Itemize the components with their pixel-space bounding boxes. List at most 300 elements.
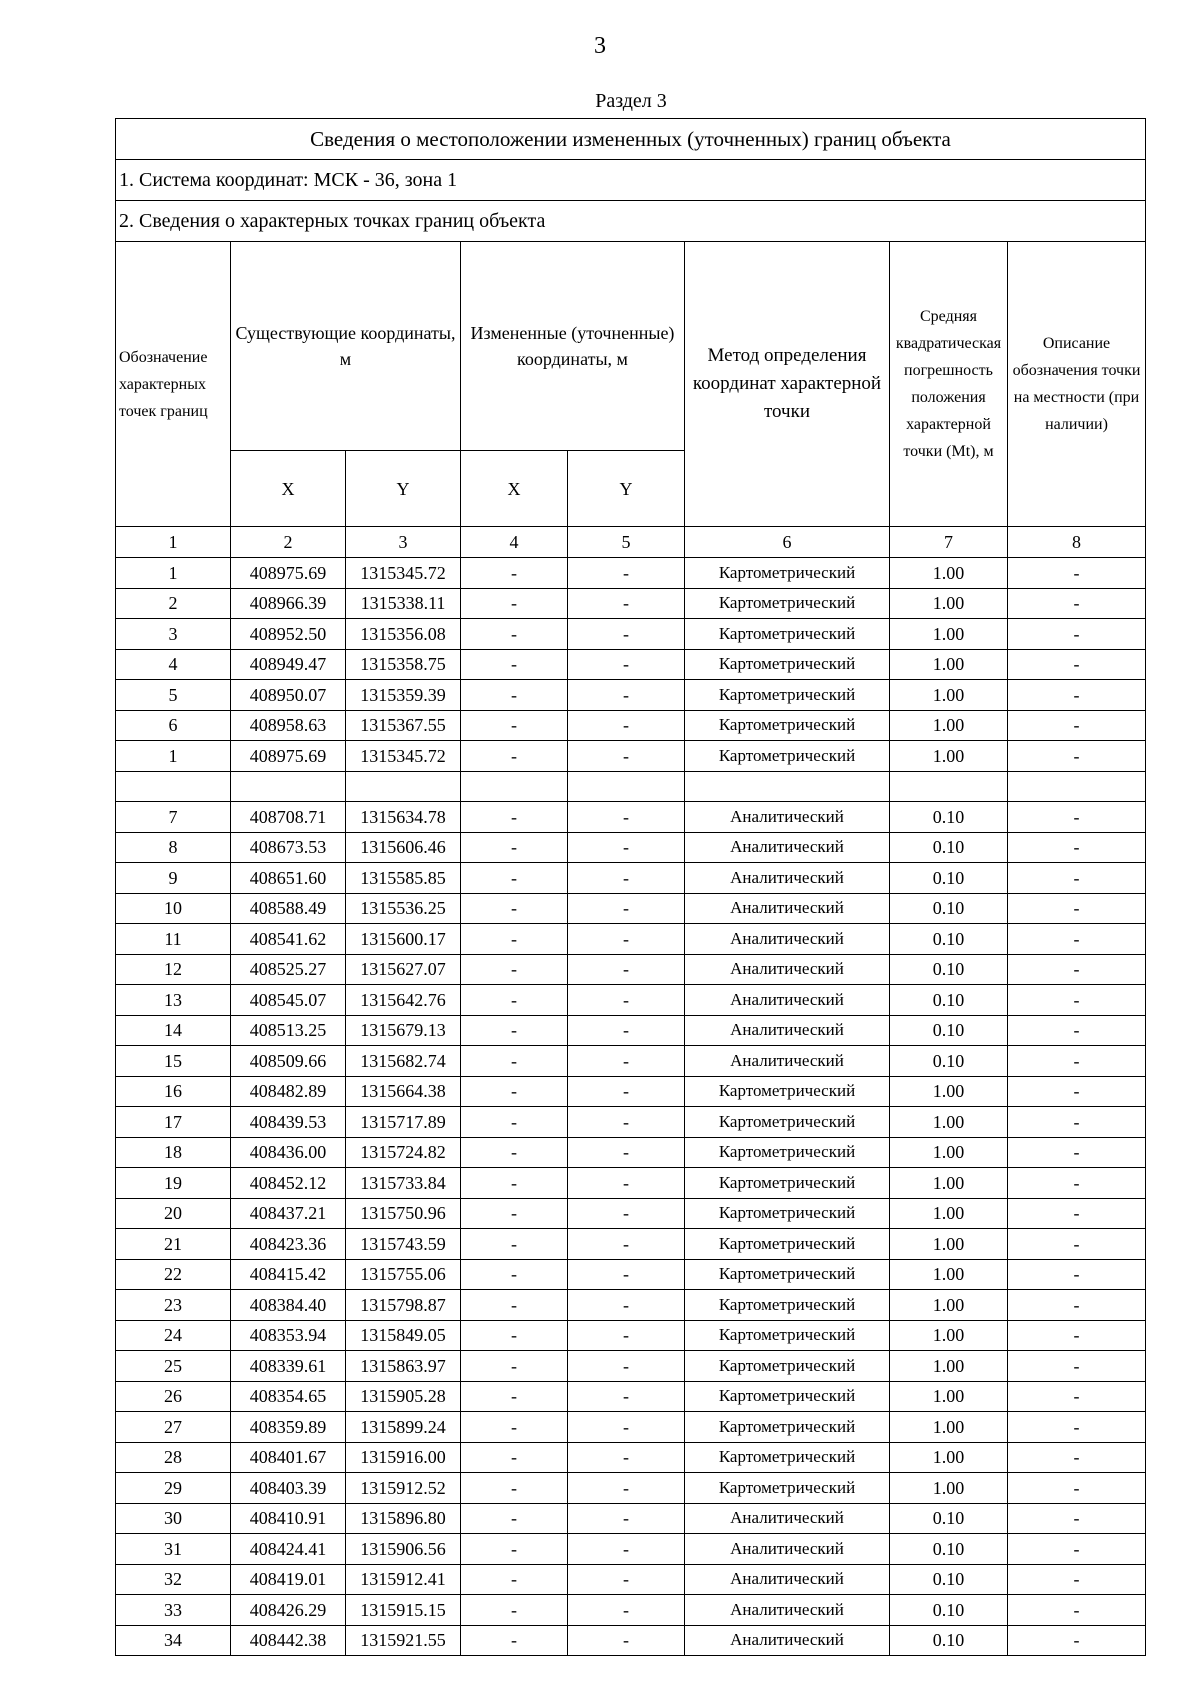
description-cell: -	[1008, 863, 1146, 894]
description-cell: -	[1008, 588, 1146, 619]
existing-x: 408426.29	[231, 1595, 346, 1626]
point-number: 22	[116, 1259, 231, 1290]
existing-x: 408513.25	[231, 1015, 346, 1046]
changed-x: -	[461, 741, 568, 772]
description-cell: -	[1008, 924, 1146, 955]
changed-x: -	[461, 1625, 568, 1656]
table-row	[116, 1625, 1146, 1656]
description-cell: -	[1008, 1259, 1146, 1290]
existing-y: 1315912.41	[346, 1564, 461, 1595]
table-row	[116, 1534, 1146, 1565]
error-cell: 1.00	[890, 1076, 1008, 1107]
description-cell: -	[1008, 802, 1146, 833]
existing-x: 408410.91	[231, 1503, 346, 1534]
header-x-existing: X	[231, 451, 346, 527]
table-row	[116, 924, 1146, 955]
method-cell: Аналитический	[685, 1595, 890, 1626]
existing-y: 1315921.55	[346, 1625, 461, 1656]
point-number: 18	[116, 1137, 231, 1168]
changed-y: -	[568, 1351, 685, 1382]
changed-y: -	[568, 710, 685, 741]
existing-x: 408673.53	[231, 832, 346, 863]
method-cell: Картометрический	[685, 1076, 890, 1107]
point-number: 25	[116, 1351, 231, 1382]
point-number: 33	[116, 1595, 231, 1626]
changed-x: -	[461, 954, 568, 985]
method-cell: Картометрический	[685, 680, 890, 711]
changed-y: -	[568, 741, 685, 772]
changed-y: -	[568, 863, 685, 894]
description-cell: -	[1008, 1595, 1146, 1626]
changed-x: -	[461, 1473, 568, 1504]
table-row	[116, 985, 1146, 1016]
method-cell: Картометрический	[685, 1137, 890, 1168]
point-number: 11	[116, 924, 231, 955]
method-cell: Картометрический	[685, 1290, 890, 1321]
changed-x: -	[461, 680, 568, 711]
changed-y: -	[568, 588, 685, 619]
changed-y: -	[568, 1412, 685, 1443]
description-cell: -	[1008, 1351, 1146, 1382]
error-cell: 0.10	[890, 1046, 1008, 1077]
description-cell	[1008, 771, 1146, 802]
description-cell: -	[1008, 832, 1146, 863]
existing-y: 1315733.84	[346, 1168, 461, 1199]
changed-x: -	[461, 1503, 568, 1534]
error-cell: 0.10	[890, 1564, 1008, 1595]
method-cell: Картометрический	[685, 710, 890, 741]
description-cell: -	[1008, 1320, 1146, 1351]
header-changed-coordinates: Измененные (уточненные) координаты, м	[461, 242, 685, 451]
existing-x: 408439.53	[231, 1107, 346, 1138]
changed-x: -	[461, 1229, 568, 1260]
existing-y: 1315664.38	[346, 1076, 461, 1107]
error-cell: 0.10	[890, 893, 1008, 924]
table-row	[116, 1229, 1146, 1260]
point-number	[116, 771, 231, 802]
changed-y: -	[568, 1229, 685, 1260]
table-row	[116, 1442, 1146, 1473]
existing-y: 1315356.08	[346, 619, 461, 650]
method-cell: Картометрический	[685, 588, 890, 619]
error-cell: 0.10	[890, 832, 1008, 863]
existing-x: 408541.62	[231, 924, 346, 955]
method-cell: Аналитический	[685, 954, 890, 985]
changed-x: -	[461, 1290, 568, 1321]
error-cell: 1.00	[890, 1259, 1008, 1290]
description-cell: -	[1008, 1046, 1146, 1077]
description-cell: -	[1008, 619, 1146, 650]
error-cell: 0.10	[890, 1595, 1008, 1626]
existing-x: 408975.69	[231, 558, 346, 589]
table-row	[116, 680, 1146, 711]
table-row	[116, 1168, 1146, 1199]
existing-x: 408353.94	[231, 1320, 346, 1351]
existing-y: 1315849.05	[346, 1320, 461, 1351]
description-cell: -	[1008, 1381, 1146, 1412]
changed-x: -	[461, 619, 568, 650]
point-number: 1	[116, 741, 231, 772]
error-cell: 1.00	[890, 710, 1008, 741]
table-row	[116, 1564, 1146, 1595]
header-existing-coordinates: Существующие координаты, м	[231, 242, 461, 451]
page-number: 3	[594, 33, 606, 59]
changed-y: -	[568, 1595, 685, 1626]
existing-x: 408588.49	[231, 893, 346, 924]
method-cell: Аналитический	[685, 924, 890, 955]
point-number: 5	[116, 680, 231, 711]
method-cell: Картометрический	[685, 619, 890, 650]
table-row	[116, 893, 1146, 924]
changed-y: -	[568, 954, 685, 985]
header-description: Описание обозначения точки на местности (при наличии)	[1008, 242, 1146, 527]
description-cell: -	[1008, 954, 1146, 985]
table-row	[116, 1412, 1146, 1443]
method-cell: Картометрический	[685, 1259, 890, 1290]
method-cell: Картометрический	[685, 558, 890, 589]
header-error: Средняя квадратическая погрешность положения характерной точки (Mt), м	[890, 242, 1008, 527]
method-cell: Аналитический	[685, 1534, 890, 1565]
point-number: 15	[116, 1046, 231, 1077]
existing-y: 1315755.06	[346, 1259, 461, 1290]
changed-y: -	[568, 1107, 685, 1138]
table-row	[116, 1595, 1146, 1626]
existing-y: 1315367.55	[346, 710, 461, 741]
point-number: 23	[116, 1290, 231, 1321]
changed-y	[568, 771, 685, 802]
section-points-heading: 2. Сведения о характерных точках границ объекта	[116, 201, 1146, 242]
error-cell: 0.10	[890, 863, 1008, 894]
point-number: 4	[116, 649, 231, 680]
changed-x: -	[461, 1259, 568, 1290]
table-row	[116, 771, 1146, 802]
existing-y: 1315627.07	[346, 954, 461, 985]
method-cell: Аналитический	[685, 802, 890, 833]
method-cell: Картометрический	[685, 1381, 890, 1412]
changed-x: -	[461, 1198, 568, 1229]
method-cell: Картометрический	[685, 1320, 890, 1351]
method-cell: Картометрический	[685, 649, 890, 680]
changed-y: -	[568, 1442, 685, 1473]
changed-y: -	[568, 832, 685, 863]
changed-x: -	[461, 588, 568, 619]
method-cell: Аналитический	[685, 863, 890, 894]
changed-y: -	[568, 924, 685, 955]
point-number: 10	[116, 893, 231, 924]
point-number: 3	[116, 619, 231, 650]
table-row	[116, 802, 1146, 833]
existing-x: 408415.42	[231, 1259, 346, 1290]
boundary-points-table	[115, 118, 1146, 1656]
changed-y: -	[568, 985, 685, 1016]
method-cell: Картометрический	[685, 1229, 890, 1260]
point-number: 9	[116, 863, 231, 894]
existing-y: 1315798.87	[346, 1290, 461, 1321]
existing-y: 1315915.15	[346, 1595, 461, 1626]
method-cell: Картометрический	[685, 1198, 890, 1229]
changed-x	[461, 771, 568, 802]
existing-x: 408950.07	[231, 680, 346, 711]
changed-x: -	[461, 1564, 568, 1595]
column-number: 8	[1008, 527, 1146, 558]
point-number: 1	[116, 558, 231, 589]
existing-x: 408401.67	[231, 1442, 346, 1473]
point-number: 28	[116, 1442, 231, 1473]
changed-y: -	[568, 1534, 685, 1565]
point-number: 27	[116, 1412, 231, 1443]
point-number: 19	[116, 1168, 231, 1199]
header-designation: Обозначение характерных точек границ	[116, 242, 231, 527]
existing-y: 1315896.80	[346, 1503, 461, 1534]
existing-x: 408424.41	[231, 1534, 346, 1565]
table-row	[116, 1107, 1146, 1138]
method-cell: Картометрический	[685, 1168, 890, 1199]
existing-x: 408949.47	[231, 649, 346, 680]
error-cell	[890, 771, 1008, 802]
existing-y: 1315600.17	[346, 924, 461, 955]
point-number: 12	[116, 954, 231, 985]
existing-y: 1315606.46	[346, 832, 461, 863]
changed-x: -	[461, 710, 568, 741]
description-cell: -	[1008, 1534, 1146, 1565]
error-cell: 1.00	[890, 1198, 1008, 1229]
changed-y: -	[568, 1046, 685, 1077]
error-cell: 1.00	[890, 1168, 1008, 1199]
description-cell: -	[1008, 985, 1146, 1016]
error-cell: 1.00	[890, 1351, 1008, 1382]
changed-x: -	[461, 1595, 568, 1626]
changed-y: -	[568, 1076, 685, 1107]
changed-y: -	[568, 802, 685, 833]
method-cell: Аналитический	[685, 1015, 890, 1046]
changed-x: -	[461, 1442, 568, 1473]
column-number: 2	[231, 527, 346, 558]
description-cell: -	[1008, 893, 1146, 924]
description-cell: -	[1008, 1015, 1146, 1046]
changed-x: -	[461, 893, 568, 924]
changed-x: -	[461, 1107, 568, 1138]
existing-x: 408525.27	[231, 954, 346, 985]
header-method: Метод определения координат характерной точки	[685, 242, 890, 527]
description-cell: -	[1008, 1290, 1146, 1321]
method-cell: Аналитический	[685, 1625, 890, 1656]
existing-y: 1315679.13	[346, 1015, 461, 1046]
changed-x: -	[461, 985, 568, 1016]
description-cell: -	[1008, 1076, 1146, 1107]
point-number: 24	[116, 1320, 231, 1351]
column-number: 6	[685, 527, 890, 558]
existing-y: 1315359.39	[346, 680, 461, 711]
header-x-changed: X	[461, 451, 568, 527]
description-cell: -	[1008, 1229, 1146, 1260]
changed-x: -	[461, 1168, 568, 1199]
table-row	[116, 1046, 1146, 1077]
existing-x: 408354.65	[231, 1381, 346, 1412]
point-number: 31	[116, 1534, 231, 1565]
error-cell: 1.00	[890, 619, 1008, 650]
changed-y: -	[568, 1137, 685, 1168]
method-cell: Картометрический	[685, 1473, 890, 1504]
point-number: 32	[116, 1564, 231, 1595]
table-row	[116, 954, 1146, 985]
changed-x: -	[461, 1320, 568, 1351]
changed-y: -	[568, 1290, 685, 1321]
header-y-changed: Y	[568, 451, 685, 527]
error-cell: 1.00	[890, 1473, 1008, 1504]
changed-y: -	[568, 1625, 685, 1656]
changed-y: -	[568, 558, 685, 589]
existing-y: 1315912.52	[346, 1473, 461, 1504]
description-cell: -	[1008, 1503, 1146, 1534]
point-number: 26	[116, 1381, 231, 1412]
changed-y: -	[568, 680, 685, 711]
existing-x: 408359.89	[231, 1412, 346, 1443]
description-cell: -	[1008, 558, 1146, 589]
description-cell: -	[1008, 649, 1146, 680]
point-number: 8	[116, 832, 231, 863]
existing-y: 1315750.96	[346, 1198, 461, 1229]
existing-x: 408423.36	[231, 1229, 346, 1260]
table-row	[116, 1015, 1146, 1046]
existing-y: 1315906.56	[346, 1534, 461, 1565]
column-number-row	[116, 527, 1146, 558]
point-number: 2	[116, 588, 231, 619]
section-label: Раздел 3	[595, 90, 667, 112]
error-cell: 1.00	[890, 649, 1008, 680]
error-cell: 1.00	[890, 1137, 1008, 1168]
error-cell: 1.00	[890, 558, 1008, 589]
changed-x: -	[461, 1381, 568, 1412]
existing-x: 408482.89	[231, 1076, 346, 1107]
method-cell: Картометрический	[685, 1351, 890, 1382]
changed-x: -	[461, 1046, 568, 1077]
table-row	[116, 1381, 1146, 1412]
changed-y: -	[568, 619, 685, 650]
method-cell: Аналитический	[685, 1503, 890, 1534]
changed-x: -	[461, 832, 568, 863]
existing-y: 1315358.75	[346, 649, 461, 680]
error-cell: 0.10	[890, 954, 1008, 985]
description-cell: -	[1008, 741, 1146, 772]
existing-x: 408442.38	[231, 1625, 346, 1656]
point-number: 6	[116, 710, 231, 741]
method-cell: Аналитический	[685, 893, 890, 924]
existing-y: 1315585.85	[346, 863, 461, 894]
column-number: 1	[116, 527, 231, 558]
method-cell: Картометрический	[685, 741, 890, 772]
changed-y: -	[568, 1015, 685, 1046]
existing-y: 1315863.97	[346, 1351, 461, 1382]
method-cell: Картометрический	[685, 1442, 890, 1473]
changed-x: -	[461, 924, 568, 955]
existing-y: 1315717.89	[346, 1107, 461, 1138]
existing-y: 1315642.76	[346, 985, 461, 1016]
table-row	[116, 1503, 1146, 1534]
table-row	[116, 832, 1146, 863]
existing-y: 1315536.25	[346, 893, 461, 924]
existing-y	[346, 771, 461, 802]
point-number: 30	[116, 1503, 231, 1534]
column-number: 7	[890, 527, 1008, 558]
changed-x: -	[461, 1015, 568, 1046]
point-number: 17	[116, 1107, 231, 1138]
error-cell: 0.10	[890, 1503, 1008, 1534]
existing-x: 408403.39	[231, 1473, 346, 1504]
error-cell: 1.00	[890, 741, 1008, 772]
method-cell: Картометрический	[685, 1412, 890, 1443]
existing-y: 1315916.00	[346, 1442, 461, 1473]
existing-y: 1315338.11	[346, 588, 461, 619]
existing-x: 408339.61	[231, 1351, 346, 1382]
error-cell: 1.00	[890, 1290, 1008, 1321]
table-title: Сведения о местоположении измененных (уточненных) границ объекта	[116, 119, 1146, 160]
table-row	[116, 1076, 1146, 1107]
point-number: 29	[116, 1473, 231, 1504]
changed-y: -	[568, 1168, 685, 1199]
point-number: 20	[116, 1198, 231, 1229]
existing-x: 408545.07	[231, 985, 346, 1016]
description-cell: -	[1008, 1473, 1146, 1504]
error-cell: 0.10	[890, 802, 1008, 833]
table-row	[116, 558, 1146, 589]
changed-x: -	[461, 558, 568, 589]
table-row	[116, 1137, 1146, 1168]
description-cell: -	[1008, 1412, 1146, 1443]
changed-y: -	[568, 1381, 685, 1412]
table-row	[116, 649, 1146, 680]
column-number: 4	[461, 527, 568, 558]
existing-x: 408952.50	[231, 619, 346, 650]
column-number: 5	[568, 527, 685, 558]
existing-y: 1315899.24	[346, 1412, 461, 1443]
error-cell: 1.00	[890, 1381, 1008, 1412]
changed-x: -	[461, 649, 568, 680]
existing-y: 1315345.72	[346, 558, 461, 589]
changed-x: -	[461, 1534, 568, 1565]
error-cell: 0.10	[890, 1534, 1008, 1565]
existing-y: 1315724.82	[346, 1137, 461, 1168]
changed-x: -	[461, 863, 568, 894]
table-row	[116, 619, 1146, 650]
description-cell: -	[1008, 1564, 1146, 1595]
error-cell: 1.00	[890, 588, 1008, 619]
error-cell: 1.00	[890, 1320, 1008, 1351]
header-y-existing: Y	[346, 451, 461, 527]
error-cell: 1.00	[890, 1107, 1008, 1138]
existing-x: 408651.60	[231, 863, 346, 894]
point-number: 13	[116, 985, 231, 1016]
existing-x: 408958.63	[231, 710, 346, 741]
changed-y: -	[568, 1320, 685, 1351]
changed-x: -	[461, 1351, 568, 1382]
existing-x: 408437.21	[231, 1198, 346, 1229]
table-row	[116, 710, 1146, 741]
existing-x	[231, 771, 346, 802]
existing-y: 1315682.74	[346, 1046, 461, 1077]
changed-y: -	[568, 1198, 685, 1229]
description-cell: -	[1008, 1107, 1146, 1138]
method-cell: Картометрический	[685, 1107, 890, 1138]
table-row	[116, 1290, 1146, 1321]
table-row	[116, 741, 1146, 772]
table-row	[116, 1198, 1146, 1229]
method-cell: Аналитический	[685, 985, 890, 1016]
changed-y: -	[568, 1564, 685, 1595]
existing-y: 1315345.72	[346, 741, 461, 772]
error-cell: 1.00	[890, 1412, 1008, 1443]
existing-x: 408436.00	[231, 1137, 346, 1168]
changed-x: -	[461, 1137, 568, 1168]
